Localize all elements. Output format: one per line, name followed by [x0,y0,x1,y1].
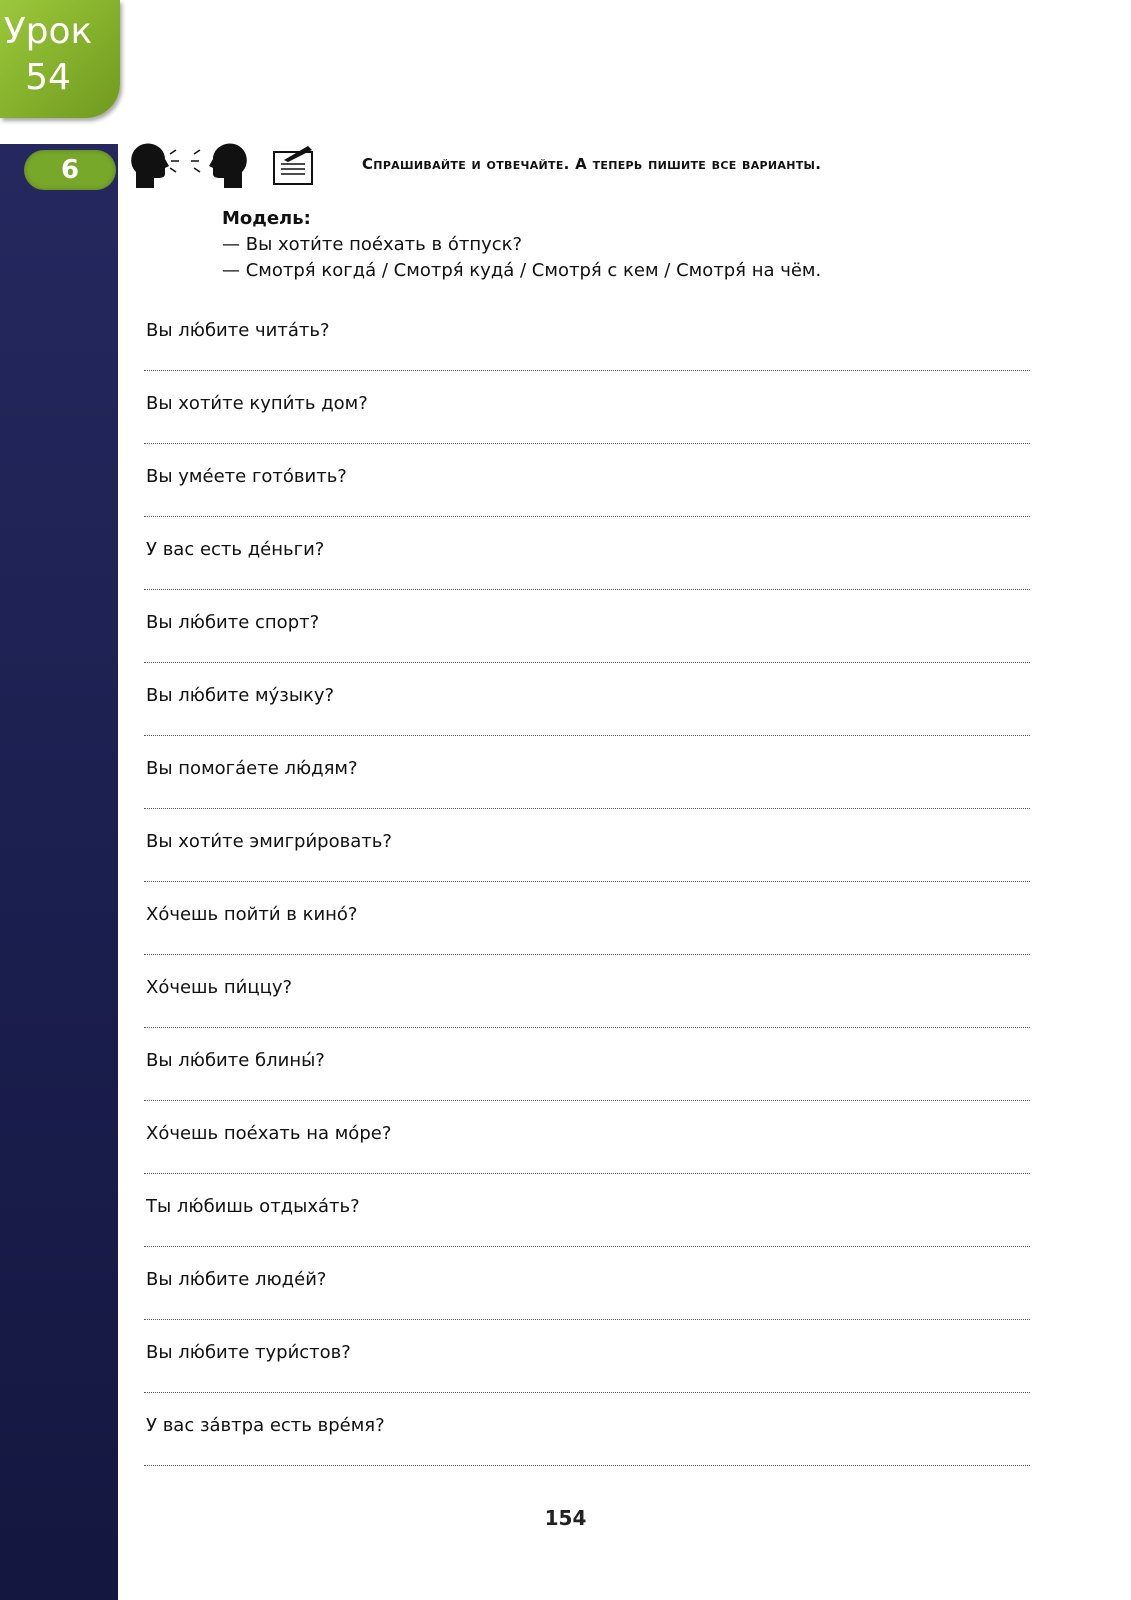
question-item [144,318,1030,391]
question-text: Вы лю́бите чита́ть? [146,320,330,341]
side-bar [0,144,118,1600]
question-item [144,1121,1030,1194]
question-text: Вы хоти́те эмигри́ровать? [146,831,392,852]
question-item [144,1194,1030,1267]
answer-line[interactable] [144,1100,1030,1101]
answer-line[interactable] [144,1173,1030,1174]
question-text: Хо́чешь пи́ццу? [146,977,293,998]
lesson-number: 54 [25,57,71,98]
question-text: Вы лю́бите блины́? [146,1050,325,1071]
writing-icon [272,144,316,188]
question-text: Хо́чешь пойти́ в кино́? [146,904,358,925]
answer-line[interactable] [144,589,1030,590]
lesson-tab [0,0,120,118]
question-item [144,464,1030,537]
answer-line[interactable] [144,735,1030,736]
answer-line[interactable] [144,1465,1030,1466]
speaking-heads-icon [130,142,250,192]
question-item [144,537,1030,610]
answer-line[interactable] [144,954,1030,955]
exercise-instruction: Спрашивайте и отвечайте. А теперь пишите все варианты. [362,155,822,173]
question-text: Вы лю́бите люде́й? [146,1269,327,1290]
answer-line[interactable] [144,370,1030,371]
page-number: 154 [544,1506,587,1530]
question-text: Вы хоти́те купи́ть дом? [146,393,368,414]
answer-line[interactable] [144,1246,1030,1247]
lesson-word: Урок [3,11,93,52]
answer-line[interactable] [144,1392,1030,1393]
model-example [222,206,821,284]
question-text: У вас за́втра есть вре́мя? [146,1415,385,1436]
question-item [144,1413,1030,1486]
model-question: — Вы хоти́те пое́хать в о́тпуск? [222,234,523,255]
answer-line[interactable] [144,662,1030,663]
answer-line[interactable] [144,443,1030,444]
question-item [144,1267,1030,1340]
question-item [144,683,1030,756]
question-item [144,610,1030,683]
question-text: Вы лю́бите спорт? [146,612,320,633]
model-label: Модель: [222,208,311,229]
exercise-number-badge: 6 [24,150,116,190]
answer-line[interactable] [144,808,1030,809]
question-text: Вы помога́ете лю́дям? [146,758,358,779]
question-text: Вы лю́бите му́зыку? [146,685,335,706]
question-item [144,829,1030,902]
question-item [144,975,1030,1048]
answer-line[interactable] [144,1027,1030,1028]
question-text: Ты лю́бишь отдыха́ть? [146,1196,360,1217]
question-item [144,391,1030,464]
question-list [144,318,1030,1486]
answer-line[interactable] [144,1319,1030,1320]
answer-line[interactable] [144,516,1030,517]
question-item [144,756,1030,829]
question-text: Вы лю́бите тури́стов? [146,1342,351,1363]
question-item [144,1048,1030,1121]
model-answer: — Смотря́ когда́ / Смотря́ куда́ / Смотря́ с кем / Смотря́ на чём. [222,260,822,281]
question-item [144,902,1030,975]
answer-line[interactable] [144,881,1030,882]
question-text: Вы уме́ете гото́вить? [146,466,347,487]
question-text: У вас есть де́ньги? [146,539,325,560]
question-item [144,1340,1030,1413]
question-text: Хо́чешь пое́хать на мо́ре? [146,1123,392,1144]
